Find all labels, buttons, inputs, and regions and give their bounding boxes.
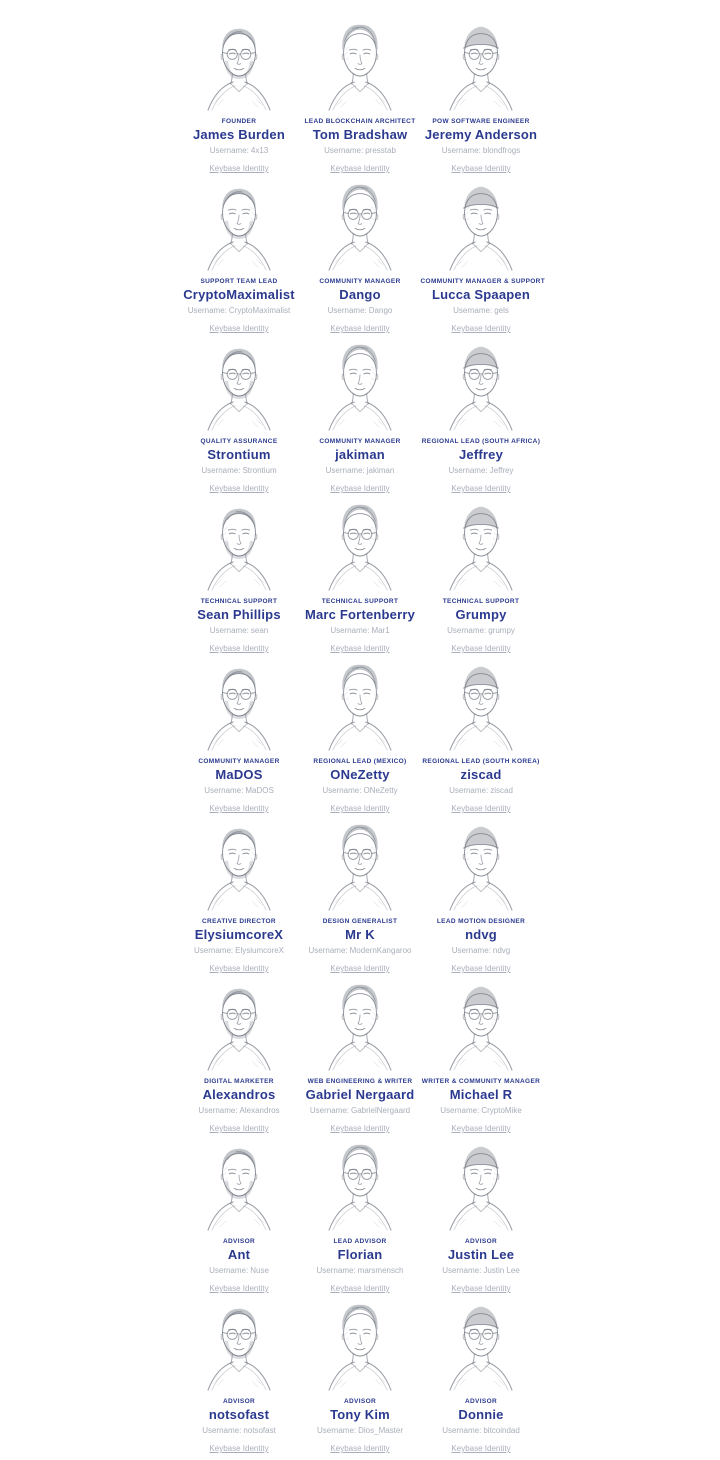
team-member-card [179, 660, 300, 820]
member-portrait-sketch [431, 20, 531, 112]
member-username-line [179, 1266, 300, 1275]
team-member-card [179, 20, 300, 180]
member-username-line [421, 306, 542, 315]
member-username-value: Dango [368, 306, 393, 315]
member-portrait-sketch [310, 980, 410, 1072]
team-member-card [421, 500, 542, 660]
username-prefix-label: Username: [187, 306, 227, 315]
member-username-value: CryptoMike [481, 1106, 522, 1115]
member-portrait-sketch [310, 1140, 410, 1232]
member-portrait-sketch [189, 660, 289, 752]
keybase-identity-link[interactable]: Keybase Identity [330, 964, 390, 973]
keybase-identity-link[interactable]: Keybase Identity [209, 164, 269, 173]
username-prefix-label: Username: [330, 626, 370, 635]
member-role: COMMUNITY MANAGER [319, 438, 401, 445]
keybase-identity-link[interactable]: Keybase Identity [330, 324, 390, 333]
member-username-value: Alexandros [239, 1106, 280, 1115]
member-username-line [179, 466, 300, 475]
member-username-line [421, 1426, 542, 1435]
team-member-card [421, 20, 542, 180]
member-name: Mr K [345, 927, 375, 942]
member-portrait-sketch [310, 500, 410, 592]
member-role: LEAD ADVISOR [333, 1238, 387, 1245]
keybase-identity-link[interactable]: Keybase Identity [209, 484, 269, 493]
member-username-value: gels [494, 306, 509, 315]
member-username-line [421, 466, 542, 475]
keybase-identity-link[interactable]: Keybase Identity [451, 964, 511, 973]
member-username-line [300, 146, 421, 155]
member-portrait-sketch [431, 1140, 531, 1232]
member-username-line [300, 1106, 421, 1115]
username-prefix-label: Username: [202, 1426, 242, 1435]
username-prefix-label: Username: [209, 1266, 249, 1275]
keybase-identity-link[interactable]: Keybase Identity [451, 324, 511, 333]
member-name: Jeffrey [458, 447, 504, 462]
keybase-identity-link[interactable]: Keybase Identity [330, 804, 390, 813]
keybase-identity-link[interactable]: Keybase Identity [451, 164, 511, 173]
member-username-line [300, 946, 421, 955]
team-member-card [300, 180, 421, 340]
member-name: Florian [337, 1247, 383, 1262]
member-username-value: bitcoindad [483, 1426, 520, 1435]
member-role: COMMUNITY MANAGER [198, 758, 280, 765]
member-portrait-sketch [310, 180, 410, 272]
keybase-identity-link[interactable]: Keybase Identity [209, 1284, 269, 1293]
member-username-value: ndvg [492, 946, 511, 955]
member-username-line [300, 626, 421, 635]
member-name: ONeZetty [330, 767, 390, 782]
team-member-card [300, 660, 421, 820]
member-username-value: ModernKangaroo [349, 946, 412, 955]
member-name: Michael R [449, 1087, 513, 1102]
team-member-card [179, 180, 300, 340]
member-username-value: sean [250, 626, 269, 635]
member-username-value: Justin Lee [483, 1266, 520, 1275]
member-portrait-sketch [189, 1140, 289, 1232]
team-member-card [421, 980, 542, 1140]
username-prefix-label: Username: [325, 466, 365, 475]
member-name: Lucca Spaapen [432, 287, 530, 302]
member-username-line [300, 306, 421, 315]
username-prefix-label: Username: [309, 1106, 349, 1115]
keybase-identity-link[interactable]: Keybase Identity [209, 964, 269, 973]
keybase-identity-link[interactable]: Keybase Identity [330, 164, 390, 173]
keybase-identity-link[interactable]: Keybase Identity [209, 1124, 269, 1133]
member-portrait-sketch [431, 660, 531, 752]
member-username-value: 4x13 [250, 146, 269, 155]
member-portrait-sketch [189, 980, 289, 1072]
member-username-line [300, 786, 421, 795]
member-name: jakiman [335, 447, 385, 462]
member-username-value: MaDOS [245, 786, 274, 795]
member-name: MaDOS [215, 767, 263, 782]
member-role: WRITER & COMMUNITY MANAGER [421, 1078, 541, 1085]
member-username-line [300, 1426, 421, 1435]
member-username-line [179, 626, 300, 635]
member-portrait-sketch [310, 20, 410, 112]
team-member-card [420, 180, 546, 340]
username-prefix-label: Username: [316, 1266, 356, 1275]
keybase-identity-link[interactable]: Keybase Identity [330, 1124, 390, 1133]
team-member-card [300, 1140, 421, 1300]
member-role: LEAD BLOCKCHAIN ARCHITECT [304, 118, 416, 125]
member-portrait-sketch [310, 340, 410, 432]
member-portrait-sketch [431, 1300, 531, 1392]
member-username-line [421, 1106, 542, 1115]
team-member-card [300, 820, 421, 980]
username-prefix-label: Username: [198, 1106, 238, 1115]
member-role: ADVISOR [222, 1238, 256, 1245]
team-member-card [300, 340, 421, 500]
member-username-line [179, 946, 300, 955]
member-username-value: ElysiumcoreX [235, 946, 285, 955]
member-role: COMMUNITY MANAGER & SUPPORT [420, 278, 546, 285]
member-portrait-sketch [431, 820, 531, 912]
member-role: FOUNDER [221, 118, 257, 125]
member-username-line [421, 146, 542, 155]
team-member-card [421, 1300, 542, 1460]
member-username-line [179, 146, 300, 155]
team-member-card [179, 340, 300, 500]
member-name: Grumpy [455, 607, 507, 622]
member-portrait-sketch [310, 1300, 410, 1392]
keybase-identity-link[interactable]: Keybase Identity [330, 1284, 390, 1293]
team-member-card [179, 500, 300, 660]
member-username-value: Mar1 [371, 626, 390, 635]
username-prefix-label: Username: [209, 626, 249, 635]
member-role: TECHNICAL SUPPORT [442, 598, 520, 605]
member-portrait-sketch [189, 20, 289, 112]
keybase-identity-link[interactable]: Keybase Identity [451, 1284, 511, 1293]
member-name: CryptoMaximalist [183, 287, 295, 302]
keybase-identity-link[interactable]: Keybase Identity [330, 484, 390, 493]
member-role: POW SOFTWARE ENGINEER [432, 118, 530, 125]
member-role: DESIGN GENERALIST [322, 918, 398, 925]
username-prefix-label: Username: [442, 1426, 482, 1435]
username-prefix-label: Username: [327, 306, 367, 315]
member-role: WEB ENGINEERING & WRITER [307, 1078, 413, 1085]
member-name: Tom Bradshaw [312, 127, 408, 142]
username-prefix-label: Username: [201, 466, 241, 475]
team-member-card [421, 660, 542, 820]
keybase-identity-link[interactable]: Keybase Identity [330, 644, 390, 653]
keybase-identity-link[interactable]: Keybase Identity [451, 1444, 511, 1453]
team-member-card [421, 1140, 542, 1300]
username-prefix-label: Username: [453, 306, 493, 315]
username-prefix-label: Username: [448, 466, 488, 475]
member-username-line [179, 306, 300, 315]
member-name: Marc Fortenberry [304, 607, 416, 622]
member-portrait-sketch [431, 500, 531, 592]
team-member-card [300, 980, 421, 1140]
member-name: notsofast [208, 1407, 270, 1422]
member-name: Justin Lee [447, 1247, 515, 1262]
team-member-card [421, 340, 542, 500]
member-username-line [300, 466, 421, 475]
member-portrait-sketch [310, 820, 410, 912]
member-username-value: presstab [365, 146, 396, 155]
member-name: Strontium [207, 447, 271, 462]
username-prefix-label: Username: [440, 1106, 480, 1115]
member-username-value: Nuse [250, 1266, 269, 1275]
username-prefix-label: Username: [322, 786, 362, 795]
keybase-identity-link[interactable]: Keybase Identity [209, 324, 269, 333]
member-username-value: ziscad [490, 786, 513, 795]
keybase-identity-link[interactable]: Keybase Identity [209, 804, 269, 813]
keybase-identity-link[interactable]: Keybase Identity [451, 804, 511, 813]
member-portrait-sketch [189, 500, 289, 592]
member-name: Jeremy Anderson [424, 127, 538, 142]
member-username-value: CryptoMaximalist [228, 306, 291, 315]
member-portrait-sketch [431, 980, 531, 1072]
member-username-value: Dios_Master [358, 1426, 404, 1435]
member-role: ADVISOR [343, 1398, 377, 1405]
member-role: ADVISOR [464, 1398, 498, 1405]
member-username-line [300, 1266, 421, 1275]
member-username-value: Strontium [242, 466, 277, 475]
member-portrait-sketch [189, 340, 289, 432]
member-role: TECHNICAL SUPPORT [321, 598, 399, 605]
keybase-identity-link[interactable]: Keybase Identity [451, 1124, 511, 1133]
username-prefix-label: Username: [204, 786, 244, 795]
username-prefix-label: Username: [308, 946, 348, 955]
team-member-card [179, 820, 300, 980]
team-member-card [179, 1140, 300, 1300]
member-username-line [421, 1266, 542, 1275]
member-portrait-sketch [431, 340, 531, 432]
member-portrait-sketch [189, 1300, 289, 1392]
member-username-value: marsmensch [357, 1266, 404, 1275]
member-username-line [421, 946, 542, 955]
member-username-value: blondfrogs [482, 146, 521, 155]
username-prefix-label: Username: [316, 1426, 357, 1435]
member-name: James Burden [193, 127, 285, 142]
team-member-card [421, 820, 542, 980]
member-role: ADVISOR [222, 1398, 256, 1405]
username-prefix-label: Username: [442, 1266, 482, 1275]
keybase-identity-link[interactable]: Keybase Identity [209, 644, 269, 653]
username-prefix-label: Username: [451, 946, 491, 955]
member-portrait-sketch [189, 820, 289, 912]
member-username-value: Jeffrey [489, 466, 514, 475]
member-role: TECHNICAL SUPPORT [200, 598, 278, 605]
member-username-value: GabrielNergaard [350, 1106, 411, 1115]
member-portrait-sketch [310, 660, 410, 752]
member-portrait-sketch [431, 180, 531, 272]
member-role: CREATIVE DIRECTOR [202, 918, 276, 925]
member-role: REGIONAL LEAD (SOUTH AFRICA) [421, 438, 541, 445]
member-name: ziscad [460, 767, 502, 782]
member-username-line [179, 786, 300, 795]
member-name: Gabriel Nergaard [305, 1087, 415, 1102]
member-name: Alexandros [202, 1087, 276, 1102]
member-name: Dango [339, 287, 381, 302]
member-role: QUALITY ASSURANCE [200, 438, 278, 445]
keybase-identity-link[interactable]: Keybase Identity [330, 1444, 390, 1453]
member-name: ndvg [465, 927, 497, 942]
member-role: DIGITAL MARKETER [204, 1078, 274, 1085]
username-prefix-label: Username: [441, 146, 481, 155]
team-member-card [179, 1300, 300, 1460]
username-prefix-label: Username: [324, 146, 364, 155]
member-username-line [421, 786, 542, 795]
member-portrait-sketch [189, 180, 289, 272]
member-username-value: ONeZetty [363, 786, 398, 795]
member-name: ElysiumcoreX [194, 927, 284, 942]
keybase-identity-link[interactable]: Keybase Identity [451, 644, 511, 653]
team-member-card [300, 500, 421, 660]
member-name: Sean Phillips [197, 607, 281, 622]
team-member-card [300, 1300, 421, 1460]
member-role: ADVISOR [464, 1238, 498, 1245]
member-role: SUPPORT TEAM LEAD [200, 278, 278, 285]
keybase-identity-link[interactable]: Keybase Identity [451, 484, 511, 493]
username-prefix-label: Username: [449, 786, 489, 795]
member-username-line [179, 1426, 300, 1435]
team-member-card [300, 20, 421, 180]
member-username-value: jakiman [366, 466, 395, 475]
member-name: Ant [227, 1247, 251, 1262]
member-name: Tony Kim [330, 1407, 390, 1422]
username-prefix-label: Username: [447, 626, 487, 635]
member-username-value: grumpy [488, 626, 515, 635]
member-role: LEAD MOTION DESIGNER [436, 918, 526, 925]
member-username-value: notsofast [243, 1426, 276, 1435]
member-name: Donnie [458, 1407, 504, 1422]
username-prefix-label: Username: [193, 946, 234, 955]
member-role: REGIONAL LEAD (SOUTH KOREA) [422, 758, 540, 765]
username-prefix-label: Username: [209, 146, 249, 155]
member-role: REGIONAL LEAD (MEXICO) [313, 758, 407, 765]
member-username-line [421, 626, 542, 635]
keybase-identity-link[interactable]: Keybase Identity [209, 1444, 269, 1453]
member-username-line [179, 1106, 300, 1115]
team-member-card [179, 980, 300, 1140]
member-role: COMMUNITY MANAGER [319, 278, 401, 285]
